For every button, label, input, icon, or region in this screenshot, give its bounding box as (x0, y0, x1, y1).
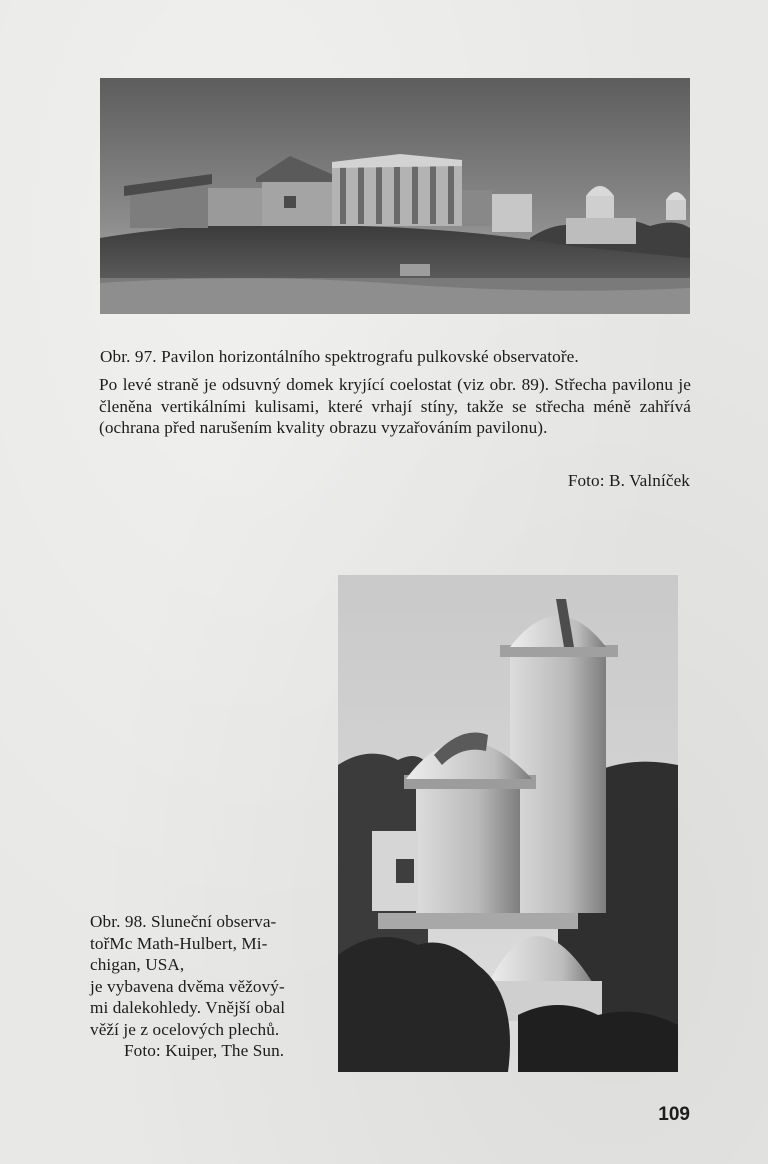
figure-98-line-6: věží je z ocelových plechů. (90, 1019, 280, 1039)
figure-98-line-2: tořMc Math-Hulbert, Mi- (90, 933, 268, 953)
page-number: 109 (658, 1104, 690, 1125)
figure-98-line-3: chigan, USA, (90, 955, 185, 974)
figure-98-credit: Foto: Kuiper, The Sun. (124, 1041, 285, 1060)
figure-97-credit: Foto: B. Valníček (567, 471, 690, 490)
observatory-pavilion-photo (100, 78, 690, 314)
figure-98-line-4: je vybavena dvěma věžový- (90, 976, 285, 996)
figure-97-label: Obr. 97. (100, 347, 157, 366)
figure-98-line-1: Obr. 98. Sluneční observa- (90, 912, 277, 931)
figure-98-line-5: mi dalekohledy. Vnější obal (90, 998, 286, 1017)
figure-97-title-text: Pavilon horizontálního spektrografu pulkovské observatoře. (161, 347, 579, 366)
solar-observatory-photo (338, 575, 678, 1072)
figure-97-description: Po levé straně je odsuvný domek kryjící coelostat (viz obr. 89). Střecha pavilonu je členěna vertikálními kulisami, které vrhají stíny, takže se střecha méně zahřívá (ochrana před narušením kvality obrazu vyzařováním pavilonu). (99, 375, 691, 437)
figure-98-caption (90, 911, 320, 1062)
figure-97-title (100, 346, 700, 368)
